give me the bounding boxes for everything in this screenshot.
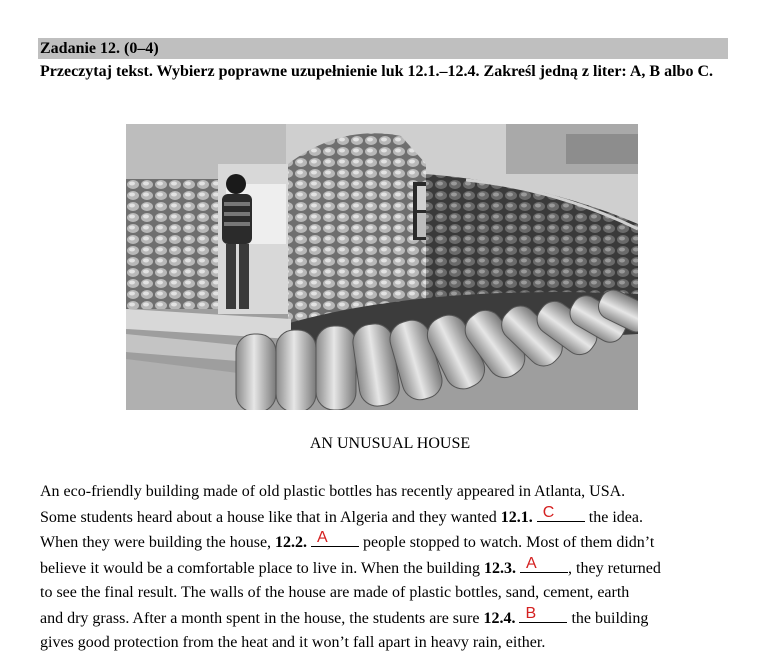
text-line <box>40 605 728 630</box>
house-photo <box>126 124 638 410</box>
gap-12-3 <box>520 555 568 573</box>
text-line <box>40 529 728 554</box>
gap-answer-12-1: C <box>542 504 555 522</box>
text-segment: to see the final result. The walls of the house are made of plastic bottles, sand, cement, earth <box>40 583 630 601</box>
gap-label-12-3: 12.3. <box>484 559 517 577</box>
text-line <box>40 630 728 655</box>
text-line <box>40 504 728 529</box>
gap-label-12-1: 12.1. <box>500 509 533 527</box>
gap-12-2 <box>311 529 359 547</box>
text-segment: Some students heard about a house like that in Algeria and they wanted 12.1. C the idea. <box>40 504 643 529</box>
task-instruction: Przeczytaj tekst. Wybierz poprawne uzupełnienie luk 12.1.–12.4. Zakreśl jedną z liter: A, B albo C. <box>40 63 713 80</box>
gap-label-12-4: 12.4. <box>483 609 516 627</box>
text-line <box>40 580 728 605</box>
gap-label-12-2: 12.2. <box>275 534 308 552</box>
text-segment: gives good protection from the heat and it won’t fall apart in heavy rain, either. <box>40 634 546 652</box>
article-text <box>40 479 728 655</box>
text-segment: An eco-friendly building made of old plastic bottles has recently appeared in Atlanta, USA. <box>40 483 626 500</box>
text-segment: believe it would be a comfortable place to live in. When the building 12.3. A , they returned <box>40 555 661 580</box>
text-segment: and dry grass. After a month spent in the house, the students are sure 12.4. B the building <box>40 605 648 630</box>
text-line <box>40 555 728 580</box>
text-segment: When they were building the house, 12.2. A people stopped to watch. Most of them didn’t <box>40 529 654 554</box>
article-title: AN UNUSUAL HOUSE <box>309 435 471 452</box>
gap-answer-12-3: A <box>526 554 537 572</box>
gap-12-1 <box>537 504 585 522</box>
text-line <box>40 479 728 504</box>
task-header: Zadanie 12. (0–4) <box>38 38 728 59</box>
gap-12-4 <box>519 605 567 623</box>
gap-answer-12-4: B <box>525 604 537 622</box>
gap-answer-12-2: A <box>317 529 328 547</box>
